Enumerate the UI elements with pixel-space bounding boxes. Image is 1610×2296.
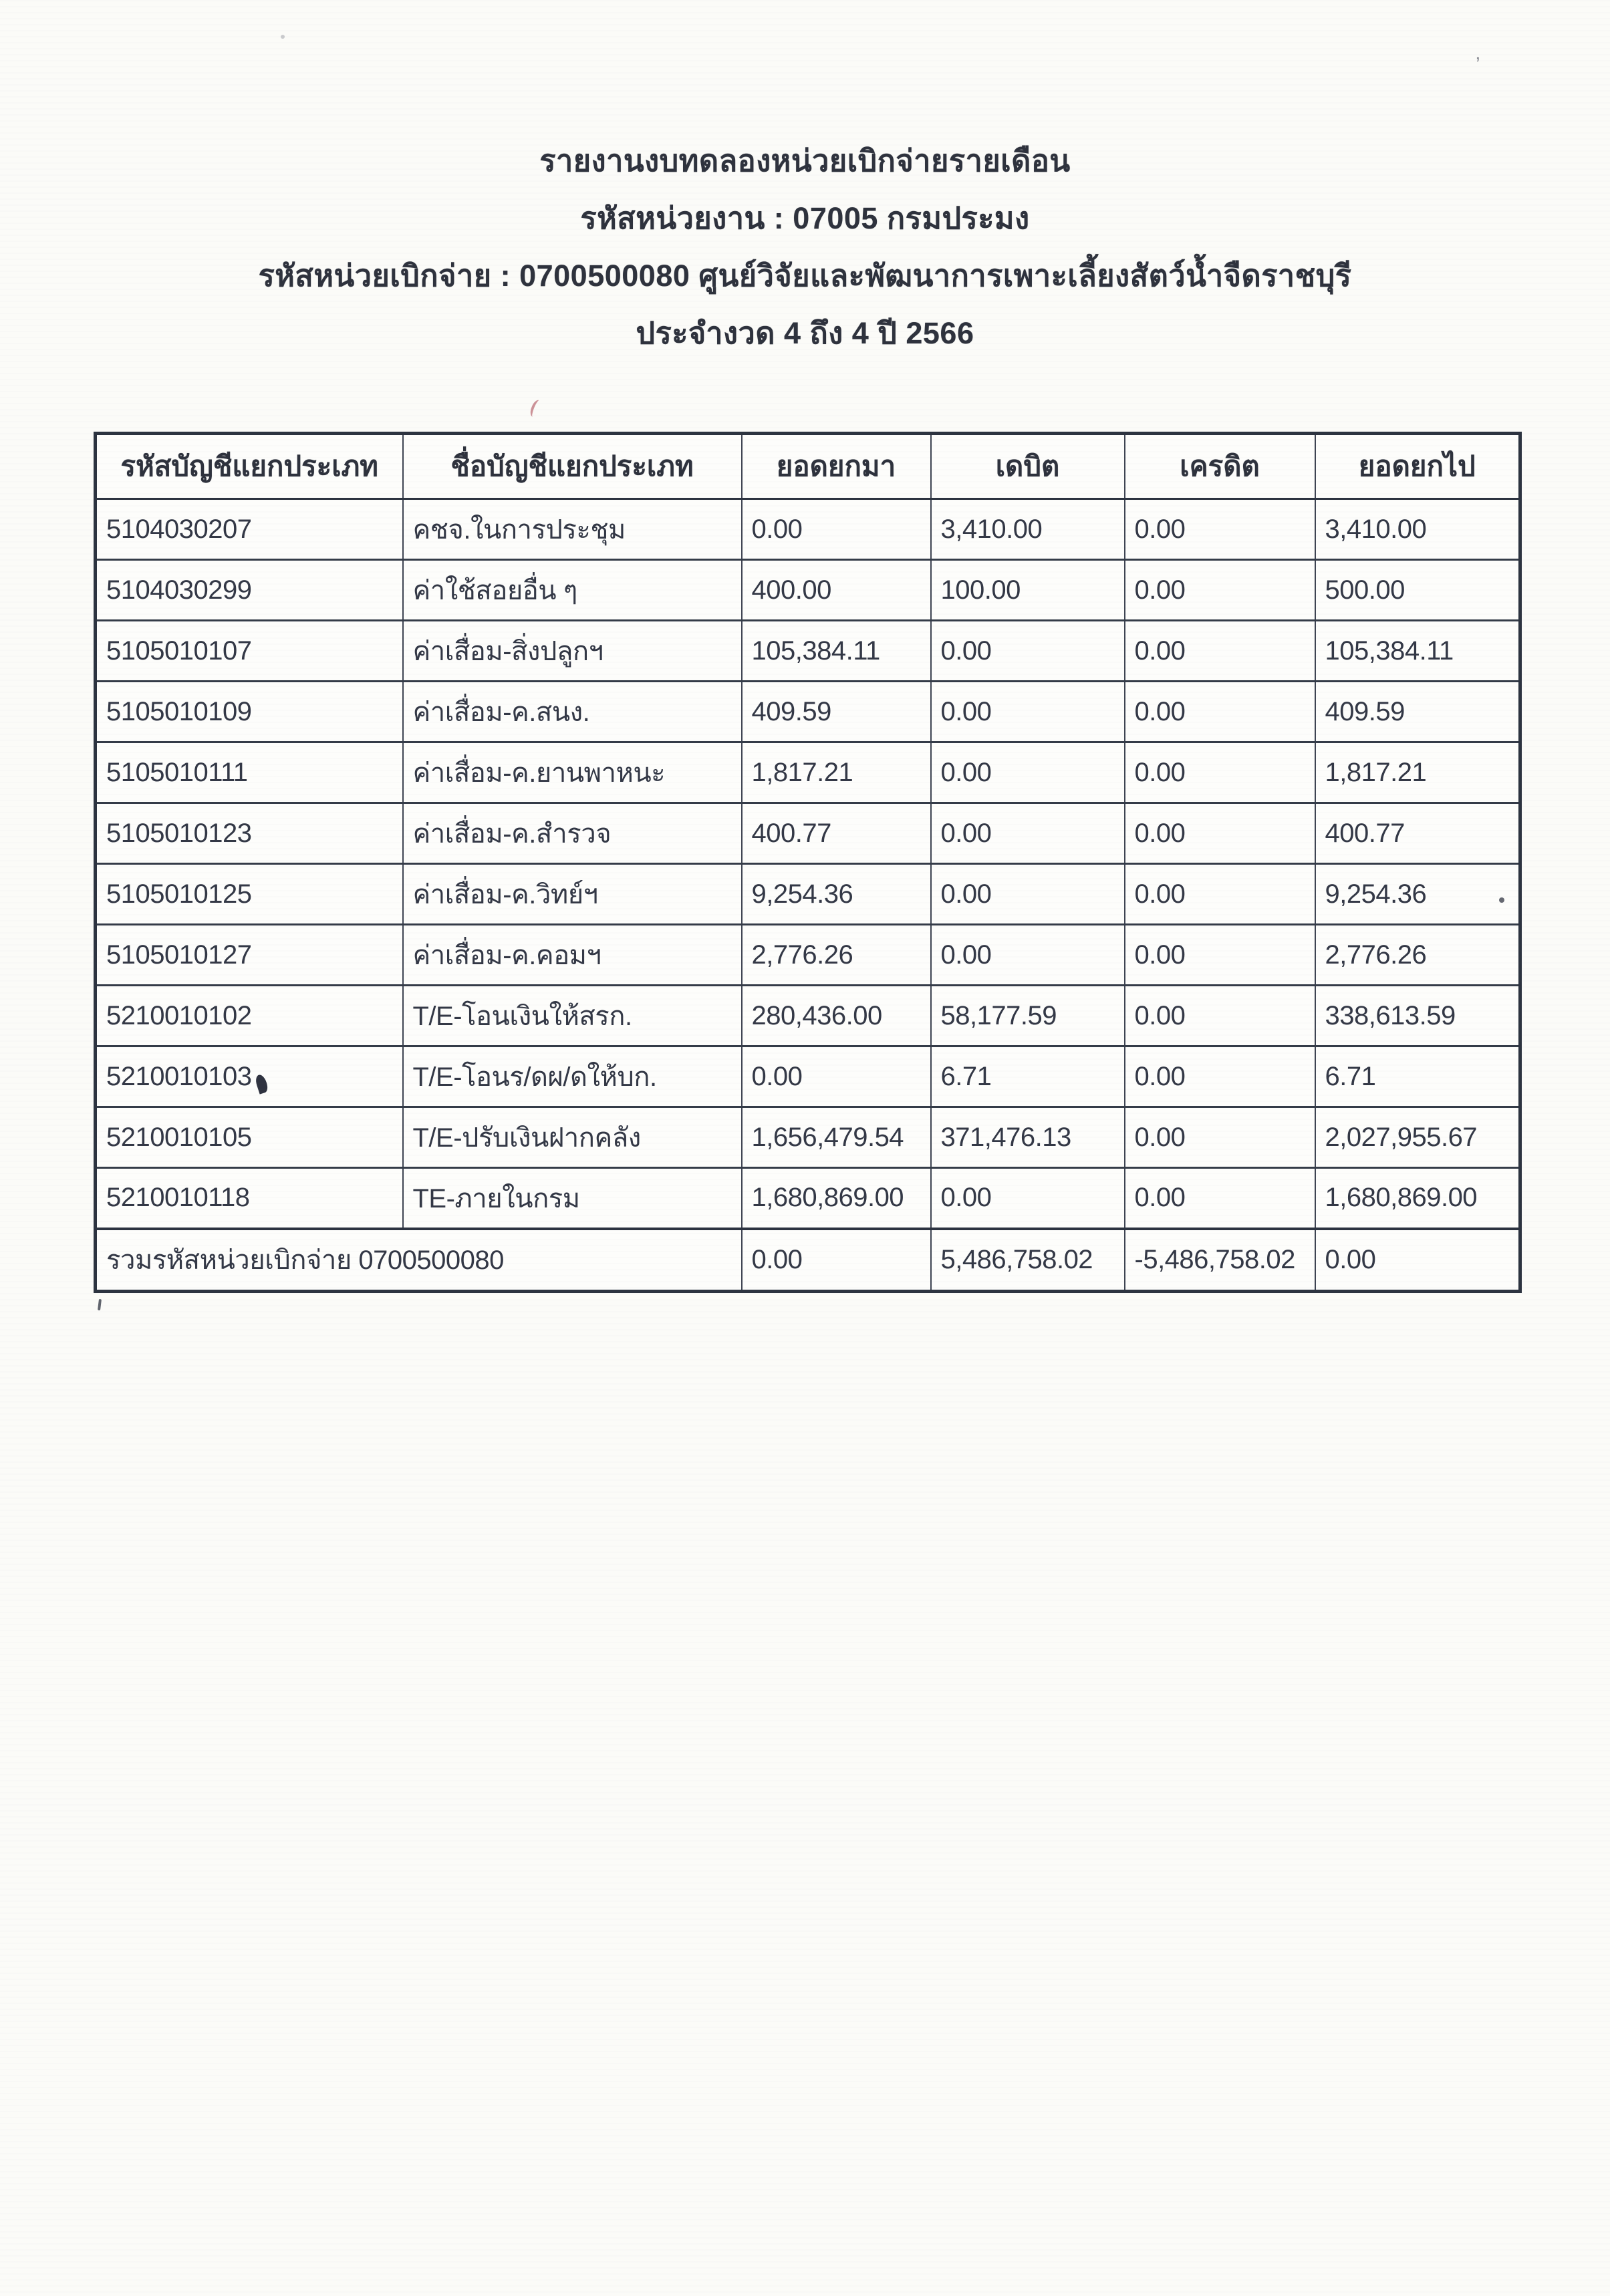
cell-begin: 280,436.00 — [742, 986, 931, 1046]
total-label: รวมรหัสหน่วยเบิกจ่าย 0700500080 — [96, 1229, 742, 1292]
cell-credit: 0.00 — [1125, 742, 1315, 803]
cell-credit: 0.00 — [1125, 560, 1315, 621]
cell-credit: 0.00 — [1125, 682, 1315, 742]
cell-debit: 0.00 — [931, 742, 1125, 803]
cell-begin: 105,384.11 — [742, 621, 931, 682]
cell-begin: 2,776.26 — [742, 925, 931, 986]
cell-code: 5105010111 — [96, 742, 403, 803]
total-debit: 5,486,758.02 — [931, 1229, 1125, 1292]
table-row — [96, 560, 1520, 621]
cell-begin: 1,680,869.00 — [742, 1168, 931, 1229]
total-end-balance: 0.00 — [1315, 1229, 1520, 1292]
cell-debit: 0.00 — [931, 803, 1125, 864]
scan-artifact-tick — [98, 1299, 102, 1310]
cell-credit: 0.00 — [1125, 1107, 1315, 1168]
cell-debit: 58,177.59 — [931, 986, 1125, 1046]
cell-debit: 0.00 — [931, 682, 1125, 742]
table-row — [96, 499, 1520, 560]
table-row — [96, 986, 1520, 1046]
cell-name: ค่าใช้สอยอื่น ๆ — [403, 560, 742, 621]
cell-end: 1,680,869.00 — [1315, 1168, 1520, 1229]
column-header-account-name: ชื่อบัญชีแยกประเภท — [403, 434, 742, 499]
cell-code: 5105010125 — [96, 864, 403, 925]
table-row — [96, 682, 1520, 742]
period-line: ประจำงวด 4 ถึง 4 ปี 2566 — [636, 316, 974, 350]
table-header-row — [96, 434, 1520, 499]
total-row — [96, 1229, 1520, 1292]
cell-code: 5210010103 — [96, 1046, 403, 1107]
trial-balance-table — [94, 432, 1522, 1293]
cell-begin: 1,817.21 — [742, 742, 931, 803]
scan-artifact-speck: ’ — [1476, 53, 1480, 76]
cell-end: 9,254.36 — [1315, 864, 1520, 925]
table-row — [96, 1168, 1520, 1229]
cell-begin: 409.59 — [742, 682, 931, 742]
cell-credit: 0.00 — [1125, 803, 1315, 864]
cell-name: ค่าเสื่อม-ค.วิทย์ฯ — [403, 864, 742, 925]
cell-begin: 400.77 — [742, 803, 931, 864]
table-row — [96, 742, 1520, 803]
cell-name: ค่าเสื่อม-ค.คอมฯ — [403, 925, 742, 986]
cell-name: T/E-ปรับเงินฝากคลัง — [403, 1107, 742, 1168]
cell-debit: 0.00 — [931, 864, 1125, 925]
report-title: รายงานงบทดลองหน่วยเบิกจ่ายรายเดือน — [539, 144, 1071, 178]
cell-credit: 0.00 — [1125, 1168, 1315, 1229]
column-header-begin-balance: ยอดยกมา — [742, 434, 931, 499]
column-header-debit: เดบิต — [931, 434, 1125, 499]
disbursement-unit-line: รหัสหน่วยเบิกจ่าย : 0700500080 ศูนย์วิจัยและพัฒนาการเพาะเลี้ยงสัตว์น้ำจืดราชบุรี — [258, 259, 1352, 293]
cell-end: 1,817.21 — [1315, 742, 1520, 803]
cell-code: 5105010123 — [96, 803, 403, 864]
cell-code: 5105010107 — [96, 621, 403, 682]
cell-begin: 1,656,479.54 — [742, 1107, 931, 1168]
cell-end: 105,384.11 — [1315, 621, 1520, 682]
cell-end: 3,410.00 — [1315, 499, 1520, 560]
cell-begin: 9,254.36 — [742, 864, 931, 925]
cell-end: 2,776.26 — [1315, 925, 1520, 986]
cell-debit: 100.00 — [931, 560, 1125, 621]
cell-begin: 400.00 — [742, 560, 931, 621]
table-row — [96, 864, 1520, 925]
cell-debit: 0.00 — [931, 925, 1125, 986]
table-row — [96, 621, 1520, 682]
cell-name: ค่าเสื่อม-ค.ยานพาหนะ — [403, 742, 742, 803]
cell-end: 500.00 — [1315, 560, 1520, 621]
total-credit: -5,486,758.02 — [1125, 1229, 1315, 1292]
table-row — [96, 1046, 1520, 1107]
cell-begin: 0.00 — [742, 1046, 931, 1107]
report-header — [0, 132, 1610, 362]
cell-begin: 0.00 — [742, 499, 931, 560]
cell-end: 6.71 — [1315, 1046, 1520, 1107]
cell-name: ค่าเสื่อม-ค.สนง. — [403, 682, 742, 742]
cell-code: 5210010102 — [96, 986, 403, 1046]
table-header — [96, 434, 1520, 499]
cell-debit: 3,410.00 — [931, 499, 1125, 560]
cell-end: 2,027,955.67 — [1315, 1107, 1520, 1168]
table-body — [96, 499, 1520, 1229]
cell-debit: 0.00 — [931, 1168, 1125, 1229]
cell-code: 5104030207 — [96, 499, 403, 560]
total-begin-balance: 0.00 — [742, 1229, 931, 1292]
cell-debit: 371,476.13 — [931, 1107, 1125, 1168]
cell-credit: 0.00 — [1125, 621, 1315, 682]
cell-name: ค่าเสื่อม-ค.สำรวจ — [403, 803, 742, 864]
cell-credit: 0.00 — [1125, 925, 1315, 986]
cell-code: 5105010127 — [96, 925, 403, 986]
cell-code: 5210010105 — [96, 1107, 403, 1168]
cell-name: TE-ภายในกรม — [403, 1168, 742, 1229]
cell-name: ค่าเสื่อม-สิ่งปลูกฯ — [403, 621, 742, 682]
scan-artifact-red-mark — [528, 398, 543, 418]
column-header-account-code: รหัสบัญชีแยกประเภท — [96, 434, 403, 499]
agency-code-line: รหัสหน่วยงาน : 07005 กรมประมง — [580, 201, 1030, 235]
cell-debit: 6.71 — [931, 1046, 1125, 1107]
cell-end: 338,613.59 — [1315, 986, 1520, 1046]
cell-name: T/E-โอนเงินให้สรก. — [403, 986, 742, 1046]
cell-credit: 0.00 — [1125, 864, 1315, 925]
cell-debit: 0.00 — [931, 621, 1125, 682]
cell-end: 400.77 — [1315, 803, 1520, 864]
cell-name: T/E-โอนร/ดผ/ดให้บก. — [403, 1046, 742, 1107]
scan-artifact-grain — [281, 35, 285, 39]
cell-name: คชจ.ในการประชุม — [403, 499, 742, 560]
cell-code: 5210010118 — [96, 1168, 403, 1229]
cell-credit: 0.00 — [1125, 986, 1315, 1046]
table-row — [96, 1107, 1520, 1168]
table-row — [96, 803, 1520, 864]
cell-credit: 0.00 — [1125, 1046, 1315, 1107]
column-header-end-balance: ยอดยกไป — [1315, 434, 1520, 499]
table-footer — [96, 1229, 1520, 1292]
cell-code: 5104030299 — [96, 560, 403, 621]
cell-end: 409.59 — [1315, 682, 1520, 742]
column-header-credit: เครดิต — [1125, 434, 1315, 499]
cell-code: 5105010109 — [96, 682, 403, 742]
cell-credit: 0.00 — [1125, 499, 1315, 560]
table-row — [96, 925, 1520, 986]
